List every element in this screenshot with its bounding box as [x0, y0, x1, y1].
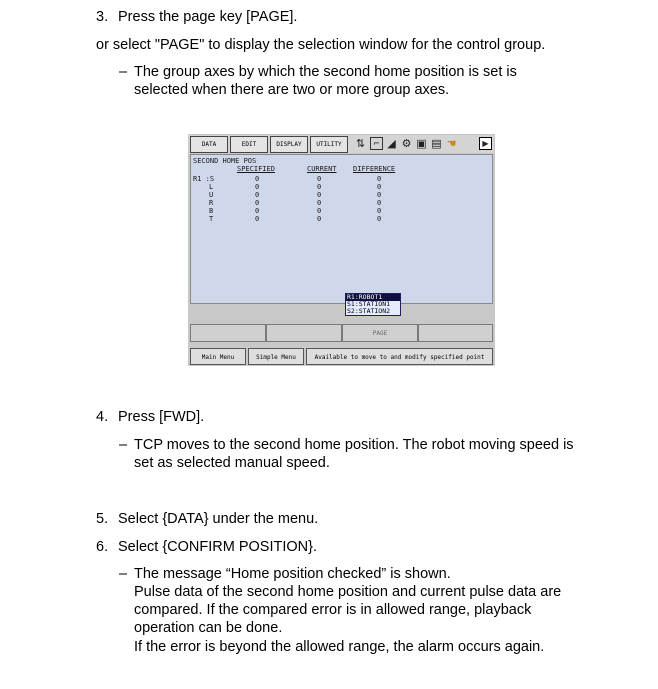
axis-label: U [209, 191, 214, 199]
menu-data[interactable]: DATA [190, 136, 228, 153]
specified-value: 0 [255, 207, 260, 215]
step-4-bullet-line2: set as selected manual speed. [134, 455, 330, 471]
axis-label: T [209, 215, 214, 223]
group-option-r1[interactable]: R1:ROBOT1 [346, 294, 400, 301]
step-6-bullet-line5: If the error is beyond the allowed range, the alarm occurs again. [134, 639, 545, 655]
current-value: 0 [317, 175, 322, 183]
specified-value: 0 [255, 183, 260, 191]
group-option-s2[interactable]: S2:STATION2 [347, 307, 391, 315]
axis-label: R [209, 199, 214, 207]
status-message: Available to move to and modify specified point [306, 348, 493, 365]
bullet-dash: – [119, 64, 128, 80]
step-6-bullet-line2: Pulse data of the second home position and current pulse data are [134, 584, 562, 600]
header-difference: DIFFERENCE [353, 165, 396, 173]
simple-menu-button[interactable]: Simple Menu [248, 348, 304, 365]
coordinate-icon: ⌐ [370, 137, 383, 150]
bullet-line: TCP moves to the second home position. The robot moving speed is [134, 437, 574, 453]
difference-value: 0 [377, 207, 382, 215]
step-6 [96, 538, 317, 556]
step-3-subtext: or select "PAGE" to display the selection window for the control group. [96, 37, 546, 53]
current-value: 0 [317, 199, 322, 207]
page-button[interactable]: PAGE [342, 324, 418, 342]
step-3-bullet-line2: selected when there are two or more group axes. [134, 82, 450, 98]
menu-bar [189, 135, 494, 153]
step-3-bullet [119, 63, 517, 81]
function-button-row [190, 324, 493, 344]
group-option-s1[interactable]: S1:STATION1 [347, 300, 391, 308]
axis-label: R1 :S [193, 175, 215, 183]
header-current: CURRENT [307, 165, 337, 173]
screen-title: SECOND HOME POS [193, 157, 257, 165]
specified-value: 0 [255, 215, 260, 223]
group-selection-window [345, 293, 401, 316]
step-text: Press [FWD]. [118, 409, 205, 425]
current-value: 0 [317, 183, 322, 191]
difference-value: 0 [377, 183, 382, 191]
specified-value: 0 [255, 175, 260, 183]
difference-value: 0 [377, 199, 382, 207]
bullet-dash: – [119, 437, 128, 453]
difference-value: 0 [377, 215, 382, 223]
hand-icon: ☚ [446, 137, 457, 150]
step-4-bullet [119, 436, 574, 454]
blank-button[interactable] [190, 324, 266, 342]
step-number: 4. [96, 409, 109, 425]
step-6-bullet-line3: compared. If the compared error is in allowed range, playback [134, 602, 532, 618]
main-menu-button[interactable]: Main Menu [190, 348, 246, 365]
menu-edit[interactable]: EDIT [230, 136, 268, 153]
speed-icon: ◢ [387, 137, 396, 150]
menu-utility[interactable]: UTILITY [310, 136, 348, 153]
step-5 [96, 510, 318, 528]
bullet-line: The group axes by which the second home position is set is [134, 64, 517, 80]
step-text: Press the page key [PAGE]. [118, 9, 298, 25]
step-number: 3. [96, 9, 109, 25]
tool-icon: ⚙ [401, 137, 412, 150]
step-number: 6. [96, 539, 109, 555]
pendant-screen [188, 134, 495, 366]
difference-value: 0 [377, 191, 382, 199]
job-icon: ▤ [431, 137, 442, 150]
status-bar [190, 348, 493, 365]
bullet-dash: – [119, 566, 128, 582]
current-value: 0 [317, 207, 322, 215]
next-icon[interactable]: ▶ [479, 137, 492, 150]
blank-button[interactable] [418, 324, 493, 342]
step-6-bullet-line4: operation can be done. [134, 620, 283, 636]
step-6-bullet [119, 565, 451, 583]
specified-value: 0 [255, 199, 260, 207]
specified-value: 0 [255, 191, 260, 199]
step-text: Select {CONFIRM POSITION}. [118, 539, 318, 555]
step-3 [96, 8, 297, 26]
step-text: Select {DATA} under the menu. [118, 511, 319, 527]
axis-label: B [209, 207, 214, 215]
bullet-line: The message “Home position checked” is shown. [134, 566, 451, 582]
mode-icon: ▣ [416, 137, 427, 150]
axis-icon: ⇅ [355, 137, 366, 150]
menu-display[interactable]: DISPLAY [270, 136, 308, 153]
content-area [190, 154, 493, 315]
current-value: 0 [317, 215, 322, 223]
current-value: 0 [317, 191, 322, 199]
header-specified: SPECIFIED [237, 165, 275, 173]
blank-button[interactable] [266, 324, 342, 342]
difference-value: 0 [377, 175, 382, 183]
step-number: 5. [96, 511, 109, 527]
step-4 [96, 408, 204, 426]
axis-label: L [209, 183, 214, 191]
